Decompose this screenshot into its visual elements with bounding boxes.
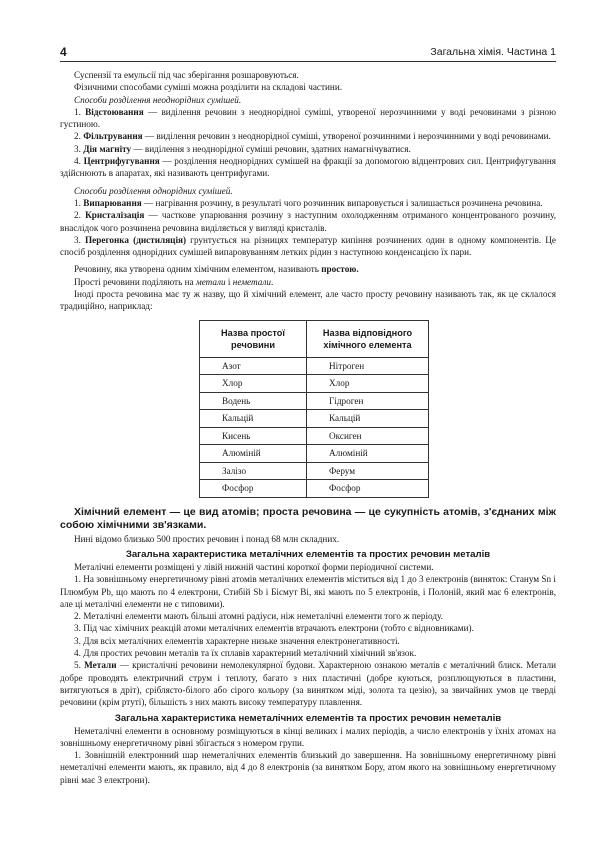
- item-text: — нагрівання розчину, в результаті чого розчинник випаровується і залишається розчинена речовина.: [141, 197, 543, 208]
- item-term: Випарювання: [83, 197, 142, 208]
- paragraph: 3. Під час хімічних реакцій атоми металічних елементів втрачають електрони (тобто є відновниками).: [74, 623, 474, 634]
- table-cell: Фосфор: [200, 480, 307, 498]
- subheading: Способи розділення неоднорідних сумішей.: [74, 94, 242, 105]
- term-nonmetals: неметали: [232, 276, 271, 287]
- paragraph: Іноді проста речовина має ту ж назву, що й хімічний елемент, але часто просту речовину називають так, як це склалося традиційно, наприклад:: [60, 289, 556, 312]
- table-row: [200, 410, 429, 428]
- table-row: [200, 462, 429, 480]
- text-fragment: і: [225, 276, 233, 287]
- table-cell: Алюміній: [307, 445, 429, 463]
- paragraph: [60, 263, 556, 275]
- item-number: 3.: [74, 234, 81, 245]
- page-number: 4: [60, 45, 67, 59]
- item-text: — виділення речовин з неоднорідної суміші, утвореної розчинними і нерозчинними у воді речовинами.: [142, 131, 551, 142]
- item-text: — кристалічні речовини немолекулярної будови. Характерною ознакою металів є металічний блиск. Метали добре проводять електричний струм і теплоту, багато з них пластичні (добре куються, розплющуються в пластини, витягуються в дріт), сріблясто-білого або сірого кольору (за винятком міді, золота та цезію), за звичайних умов це тверді речовини (крім ртуті), більшість з них мають високу температуру плавлення.: [60, 660, 557, 708]
- item-term: Метали: [84, 660, 117, 671]
- subheading: Способи розділення однорідних сумішей.: [74, 185, 233, 196]
- list-item: [60, 106, 556, 131]
- table-cell: Хлор: [200, 375, 307, 393]
- term-simple: простою.: [321, 264, 359, 275]
- table-row: [200, 375, 429, 393]
- paragraph: [60, 276, 556, 288]
- item-term: Перегонка (дистиляція): [85, 234, 187, 245]
- item-number: 1.: [74, 106, 81, 117]
- text-fragment: Прості речовини поділяють на: [74, 276, 196, 287]
- item-text: — виділення з неоднорідної суміші речовин, здатних намагнічуватися.: [131, 143, 411, 154]
- list-item: [60, 155, 556, 180]
- item-term: Кристалізація: [85, 210, 145, 221]
- table-cell: Водень: [200, 392, 307, 410]
- table-row: [200, 480, 429, 498]
- table-cell: Кальцій: [307, 410, 429, 428]
- table-cell: Алюміній: [200, 445, 307, 463]
- paragraph: Суспензії та емульсії під час зберігання розшаровуються.: [74, 70, 299, 80]
- item-text: — виділення речовин з неоднорідної суміші, утвореної нерозчинними у воді речовинами з різною густиною.: [60, 106, 556, 130]
- names-table: [199, 320, 429, 498]
- item-number: 4.: [74, 156, 81, 167]
- paragraph: 1. Зовнішній електронний шар неметалічних елементів близький до завершення. На зовнішньому енергетичному рівні неметалічні елементи мають, як правило, від 4 до 8 електронів (за винятком Бору, атом якого на зовнішньому енергетичному рівні має 3 електрони).: [60, 750, 556, 785]
- table-row: [200, 445, 429, 463]
- item-term: Відстоювання: [85, 106, 144, 117]
- list-item: [60, 234, 556, 259]
- definition-statement: Хімічний елемент — це вид атомів; проста речовина — це сукупність атомів, з'єднаних між собою хімічними зв'язками.: [60, 505, 556, 532]
- paragraph: Металічні елементи розміщені у лівій нижній частині короткої форми періодичної системи.: [74, 561, 434, 572]
- list-item: [60, 143, 556, 155]
- table-cell: Гідроген: [307, 392, 429, 410]
- table-cell: Хлор: [307, 375, 429, 393]
- table-row: [200, 357, 429, 375]
- running-title: Загальна хімія. Частина 1: [430, 46, 556, 58]
- section-heading-nonmetals: Загальна характеристика неметалічних елементів та простих речовин неметалів: [114, 712, 502, 724]
- paragraph: Неметалічні елементи в основному розміщуються в кінці великих і малих періодів, а число електронів у їхніх атомах на зовнішньому енергетичному рівні збігається з номером групи.: [60, 725, 556, 748]
- text-fragment: Речовину, яка утворена одним хімічним елементом, називають: [74, 264, 322, 275]
- list-item: [60, 197, 556, 209]
- item-text: — розділення неоднорідних сумішей на фракції за допомогою відцентрових сил. Центрифугування здійснюють в апаратах, які називають центрифугами.: [60, 156, 557, 179]
- table-row: [200, 427, 429, 445]
- item-number: 2.: [74, 210, 81, 221]
- table-cell: Кисень: [200, 427, 307, 445]
- paragraph: 1. На зовнішньому енергетичному рівні атомів металічних елементів міститься від 1 до 3 електронів (виняток: Станум Sn і Плюмбум Pb, що мають по 4 електрони, Стибій Sb і Бісмут Bi, які мають по 5 електронів, і Полоній, який має 6 електронів, але ці металічні елементи не є типовими).: [60, 574, 556, 609]
- paragraph: [60, 659, 556, 708]
- table-cell: Оксиген: [307, 427, 429, 445]
- item-text: — часткове упарювання розчину з наступним охолодженням отриманого концентрованого розчину, внаслідок чого розчинена речовина виділяється у вигляді кристалів.: [60, 210, 557, 233]
- item-term: Дія магніту: [83, 143, 132, 154]
- table-header-row: [200, 320, 429, 357]
- table-cell: Ферум: [307, 462, 429, 480]
- table-cell: Нітроген: [307, 357, 429, 375]
- page-header: [60, 45, 556, 62]
- column-header: Назва простої речовини: [200, 320, 307, 357]
- text-fragment: .: [270, 276, 274, 287]
- item-text: грунтується на різницях температур кипіння розчинених один в одному компонентів. Це спосіб розділення однорідних сумішей випаровуванням летких рідин з наступною конденсацією їх пари.: [60, 234, 556, 258]
- item-number: 1.: [74, 197, 81, 208]
- paragraph: 4. Для простих речовин металів та їх сплавів характерний металічний хімічний зв'язок.: [74, 648, 417, 659]
- column-header: Назва відповідного хімічного елемента: [307, 320, 429, 357]
- table-cell: Азот: [200, 357, 307, 375]
- item-number: 3.: [74, 143, 81, 154]
- table-cell: Залізо: [200, 462, 307, 480]
- item-term: Центрифугування: [83, 156, 160, 167]
- term-metals: метали: [195, 276, 226, 287]
- item-number: 5.: [74, 660, 85, 671]
- list-item: [60, 209, 556, 234]
- item-term: Фільтрування: [83, 131, 143, 142]
- section-heading-metals: Загальна характеристика металічних елементів та простих речовин металів: [125, 548, 491, 560]
- table-cell: Фосфор: [307, 480, 429, 498]
- item-number: 2.: [74, 131, 81, 142]
- paragraph: 3. Для всіх металічних елементів характерне низьке значення електронегативності.: [74, 635, 400, 646]
- list-item: [60, 130, 556, 142]
- paragraph: Нині відомо близько 500 простих речовин і понад 68 млн складних.: [74, 533, 340, 544]
- paragraph: Фізичними способами суміші можна розділити на складові частини.: [74, 82, 343, 93]
- paragraph: 2. Металічні елементи мають більші атомні радіуси, ніж неметалічні елементи того ж періоду.: [74, 611, 443, 622]
- table-cell: Кальцій: [200, 410, 307, 428]
- page-content: [60, 69, 556, 786]
- table-row: [200, 392, 429, 410]
